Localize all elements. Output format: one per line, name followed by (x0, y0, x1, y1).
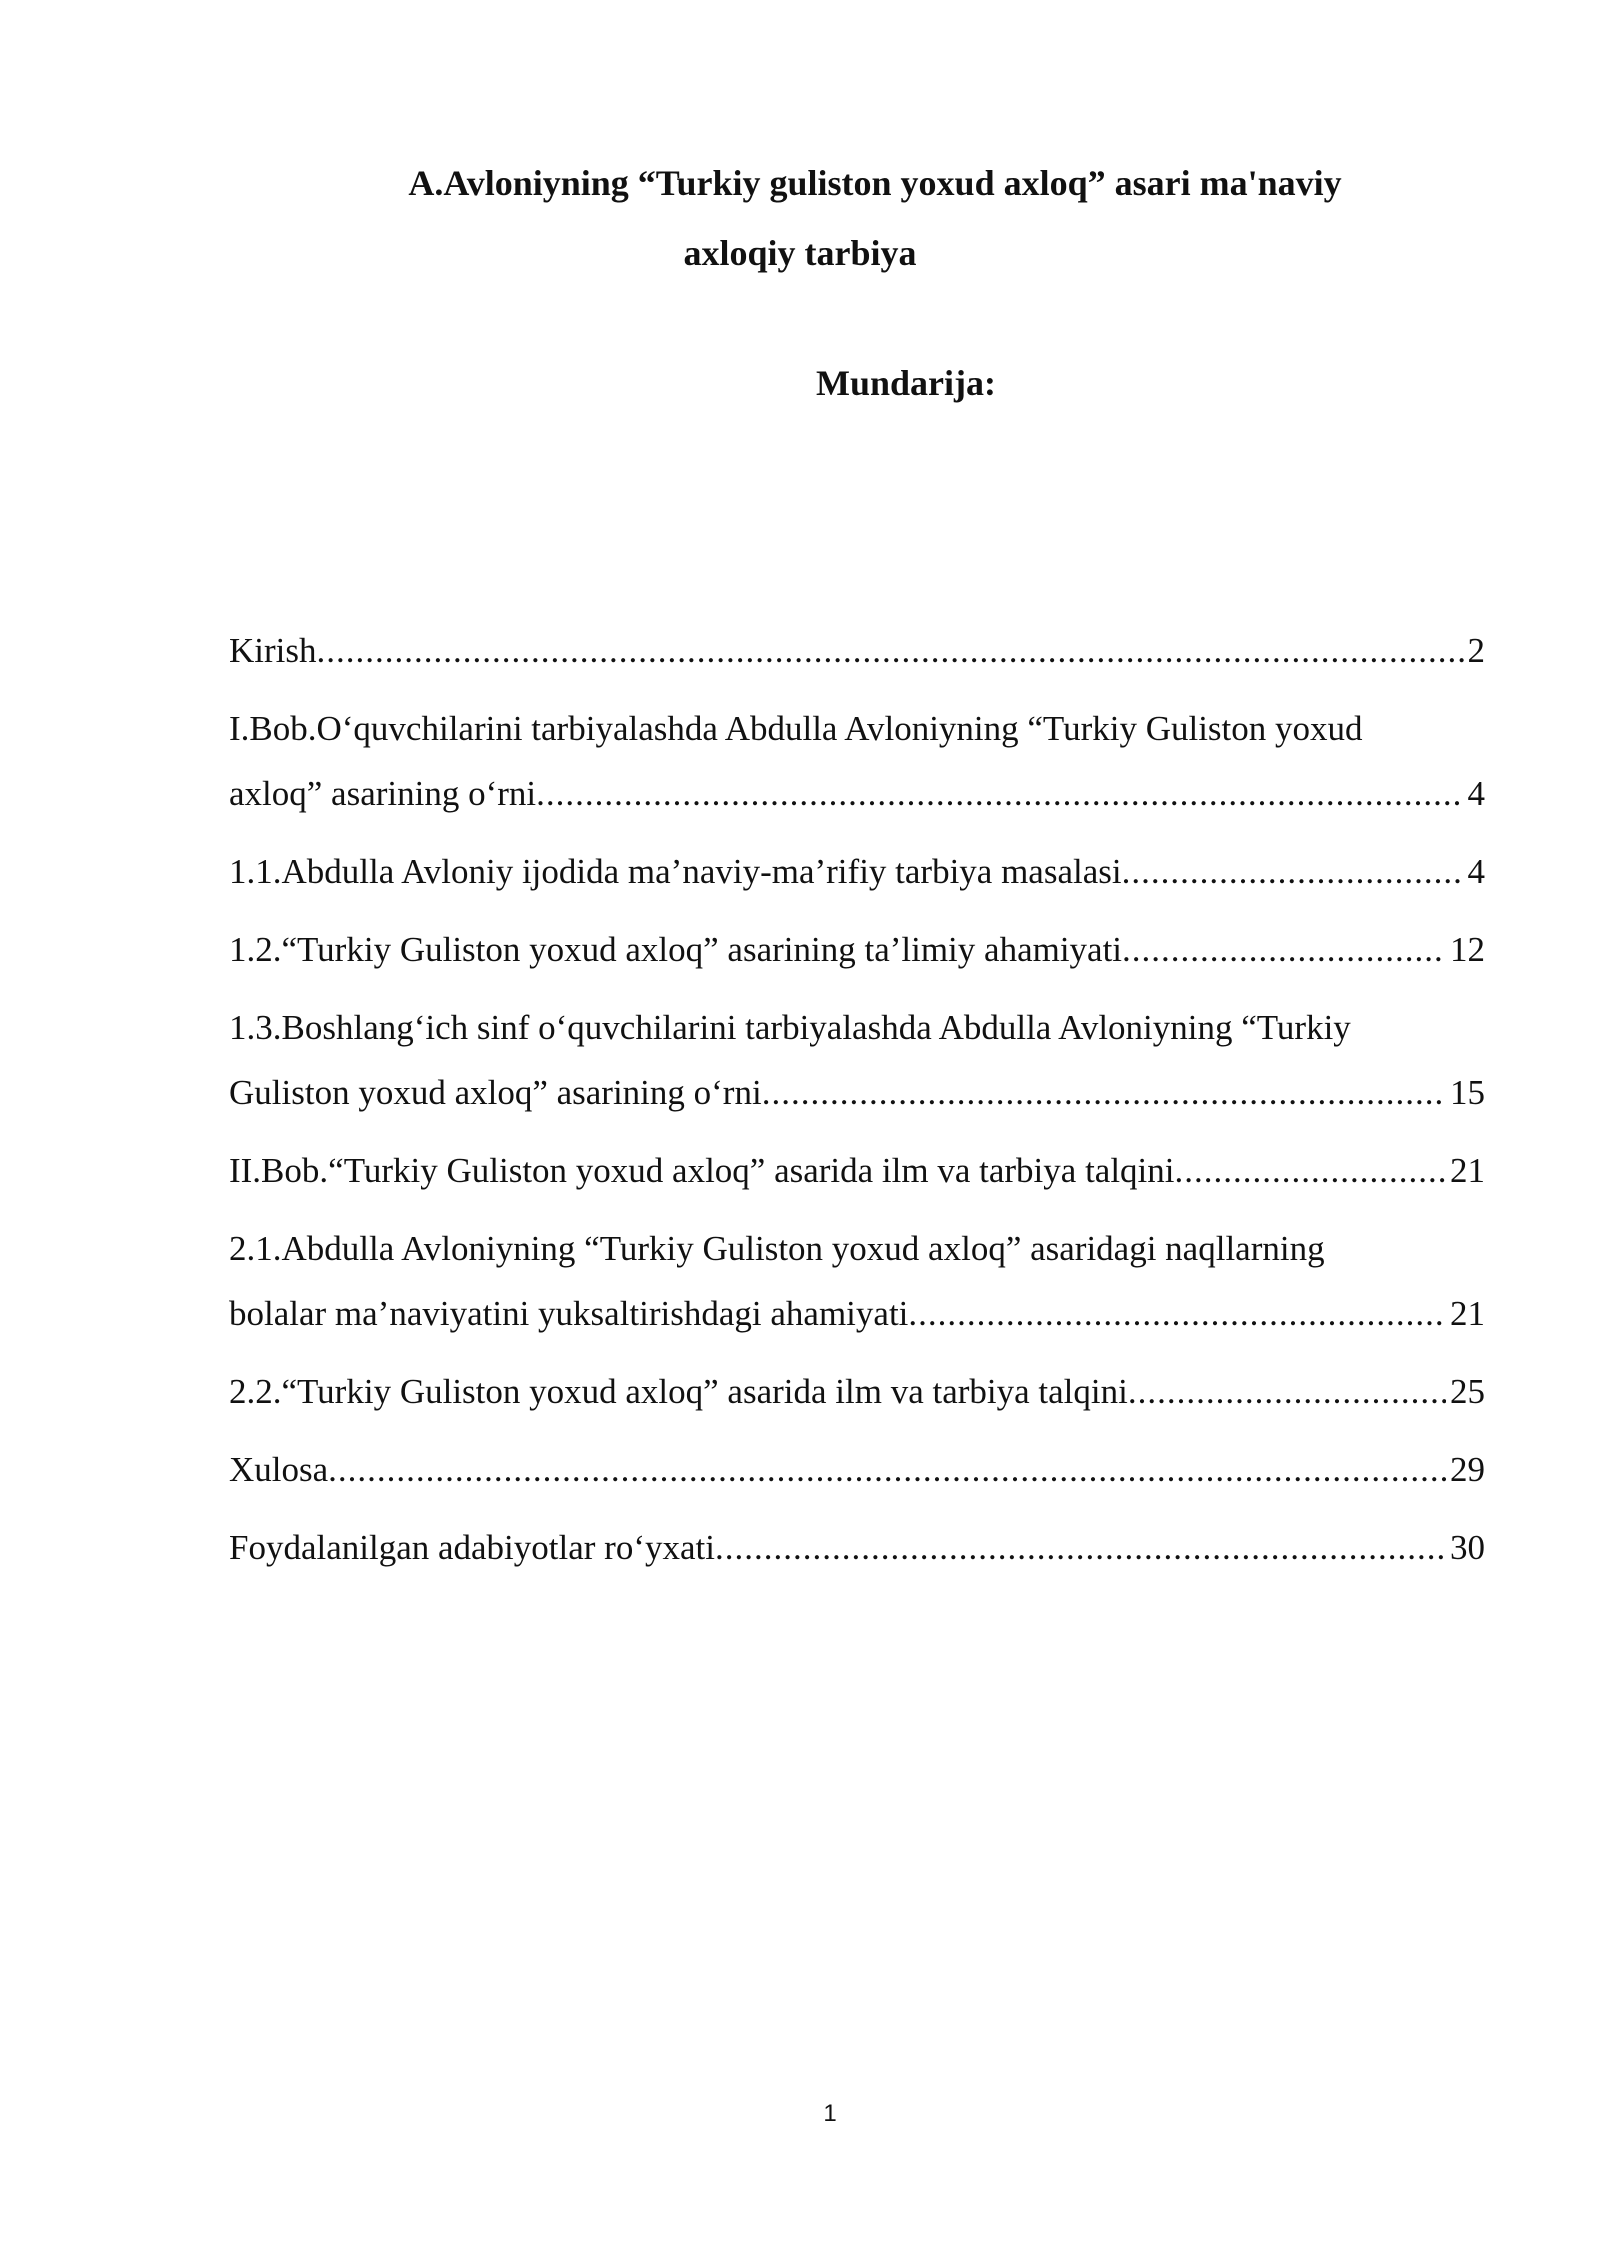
toc-entry-title: Kirish (229, 631, 317, 670)
toc-entry-row (229, 917, 1485, 982)
toc-entry[interactable] (229, 1437, 1485, 1502)
toc-entry-row (229, 618, 1485, 683)
toc-entry-title: Foydalanilgan adabiyotlar ro‘yxati (229, 1528, 715, 1567)
toc-entry-page-number: 21 (1450, 1294, 1485, 1333)
toc-entry[interactable] (229, 1359, 1485, 1424)
toc-entry-row (229, 1281, 1485, 1346)
toc-entry-row (229, 839, 1485, 904)
toc-entry-page-number: 4 (1467, 852, 1485, 891)
toc-entry[interactable] (229, 1138, 1485, 1203)
dot-leader (715, 1515, 1446, 1580)
toc-entry[interactable] (229, 917, 1485, 982)
toc-entry-page-number: 15 (1450, 1073, 1485, 1112)
toc-entry-row (229, 1060, 1485, 1125)
toc-entry-title: bolalar ma’naviyatini yuksaltirishdagi ahamiyati (229, 1294, 909, 1333)
toc-entry-title-line-1: 1.3.Boshlang‘ich sinf o‘quvchilarini tarbiyalashda Abdulla Avloniyning “Turkiy (229, 1008, 1351, 1047)
dot-leader (1175, 1138, 1447, 1203)
toc-heading: Mundarija: (816, 363, 996, 403)
dot-leader (328, 1437, 1446, 1502)
toc-entry-page-number: 25 (1450, 1372, 1485, 1411)
toc-entry[interactable] (229, 618, 1485, 683)
toc-entry[interactable] (229, 1216, 1485, 1346)
toc-entry-page-number: 30 (1450, 1528, 1485, 1567)
toc-entry[interactable] (229, 839, 1485, 904)
toc-entry-title: II.Bob.“Turkiy Guliston yoxud axloq” asarida ilm va tarbiya talqini (229, 1151, 1175, 1190)
toc-entry-title: axloq” asarining o‘rni (229, 774, 537, 813)
dot-leader (1128, 1359, 1446, 1424)
toc-entry-title-line-1: I.Bob.O‘quvchilarini tarbiyalashda Abdulla Avloniyning “Turkiy Guliston yoxud (229, 709, 1363, 748)
toc-entry[interactable] (229, 696, 1485, 826)
toc-entry-title: Xulosa (229, 1450, 329, 1489)
document-title (0, 148, 1600, 288)
toc-entry-title-line-1: 2.1.Abdulla Avloniyning “Turkiy Guliston yoxud axloq” asaridagi naqllarning (229, 1229, 1325, 1268)
document-title-line-1: A.Avloniyning “Turkiy guliston yoxud axloq” asari ma'naviy (408, 163, 1342, 203)
toc-entry-row (229, 1138, 1485, 1203)
page-number: 1 (823, 2100, 837, 2127)
toc-entry-title: 1.1.Abdulla Avloniy ijodida ma’naviy-ma’rifiy tarbiya masalasi (229, 852, 1122, 891)
toc-entry-page-number: 4 (1467, 774, 1485, 813)
toc-entry[interactable] (229, 1515, 1485, 1580)
dot-leader (762, 1060, 1446, 1125)
toc-entry-page-number: 21 (1450, 1151, 1485, 1190)
toc-entry-title: 2.2.“Turkiy Guliston yoxud axloq” asarida ilm va tarbiya talqini (229, 1372, 1128, 1411)
document-title-line-2: axloqiy tarbiya (683, 233, 917, 273)
toc-entry[interactable] (229, 995, 1485, 1125)
toc-entry-page-number: 29 (1450, 1450, 1485, 1489)
toc-entry-page-number: 2 (1467, 631, 1485, 670)
toc-entry-row (229, 1359, 1485, 1424)
dot-leader (1122, 839, 1464, 904)
toc-entry-title: Guliston yoxud axloq” asarining o‘rni (229, 1073, 762, 1112)
dot-leader (908, 1281, 1446, 1346)
toc-entry-page-number: 12 (1450, 930, 1485, 969)
table-of-contents (229, 618, 1485, 1593)
toc-entry-row (229, 1437, 1485, 1502)
dot-leader (1122, 917, 1446, 982)
toc-entry-row (229, 1515, 1485, 1580)
toc-entry-title: 1.2.“Turkiy Guliston yoxud axloq” asarining ta’limiy ahamiyati (229, 930, 1123, 969)
dot-leader (317, 618, 1464, 683)
toc-entry-row (229, 761, 1485, 826)
dot-leader (536, 761, 1463, 826)
